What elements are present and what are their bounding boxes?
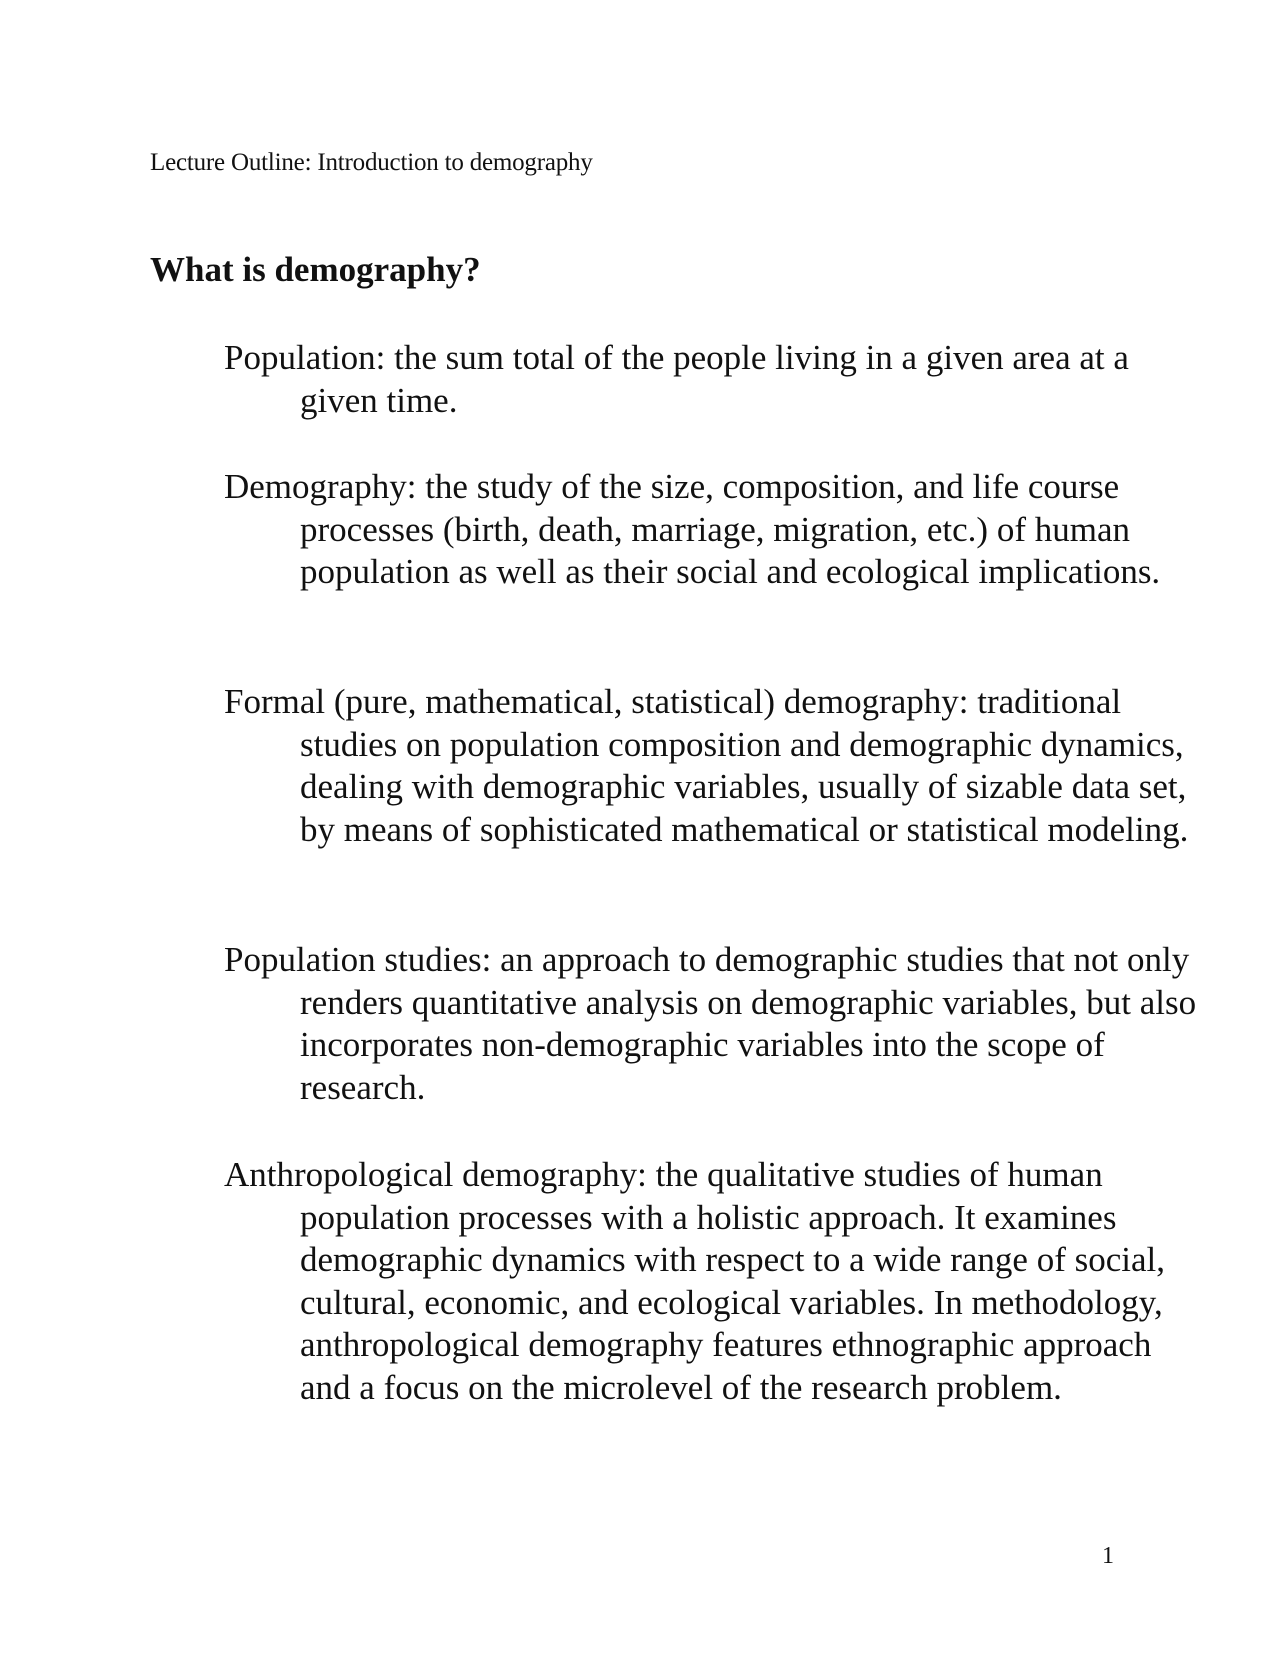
section-heading: What is demography?	[150, 250, 481, 289]
definition-population: Population: the sum total of the people living in a given area at a given time.	[224, 338, 1129, 420]
page-number: 1	[1102, 1543, 1114, 1569]
definition-formal-demography: Formal (pure, mathematical, statistical) demography: traditional studies on population composition and demographic dynamics, dealing with demographic variables, usually of sizable data set, by means of sophisticated mathematical or statistical modeling.	[224, 682, 1189, 849]
lecture-header: Lecture Outline: Introduction to demography	[150, 149, 593, 176]
definition-demography: Demography: the study of the size, composition, and life course processes (birth, death, marriage, migration, etc.) of human population as well as their social and ecological implications.	[224, 467, 1161, 592]
definition-anthropological-demography: Anthropological demography: the qualitative studies of human population processes with a holistic approach. It examines demographic dynamics with respect to a wide range of social, cultural, economic, and ecological variables. In methodology, anthropological demography features ethnographic approach and a focus on the microlevel of the research problem.	[224, 1155, 1165, 1407]
definition-population-studies: Population studies: an approach to demographic studies that not only renders quantitative analysis on demographic variables, but also incorporates non-demographic variables into the scope of research.	[224, 940, 1197, 1107]
